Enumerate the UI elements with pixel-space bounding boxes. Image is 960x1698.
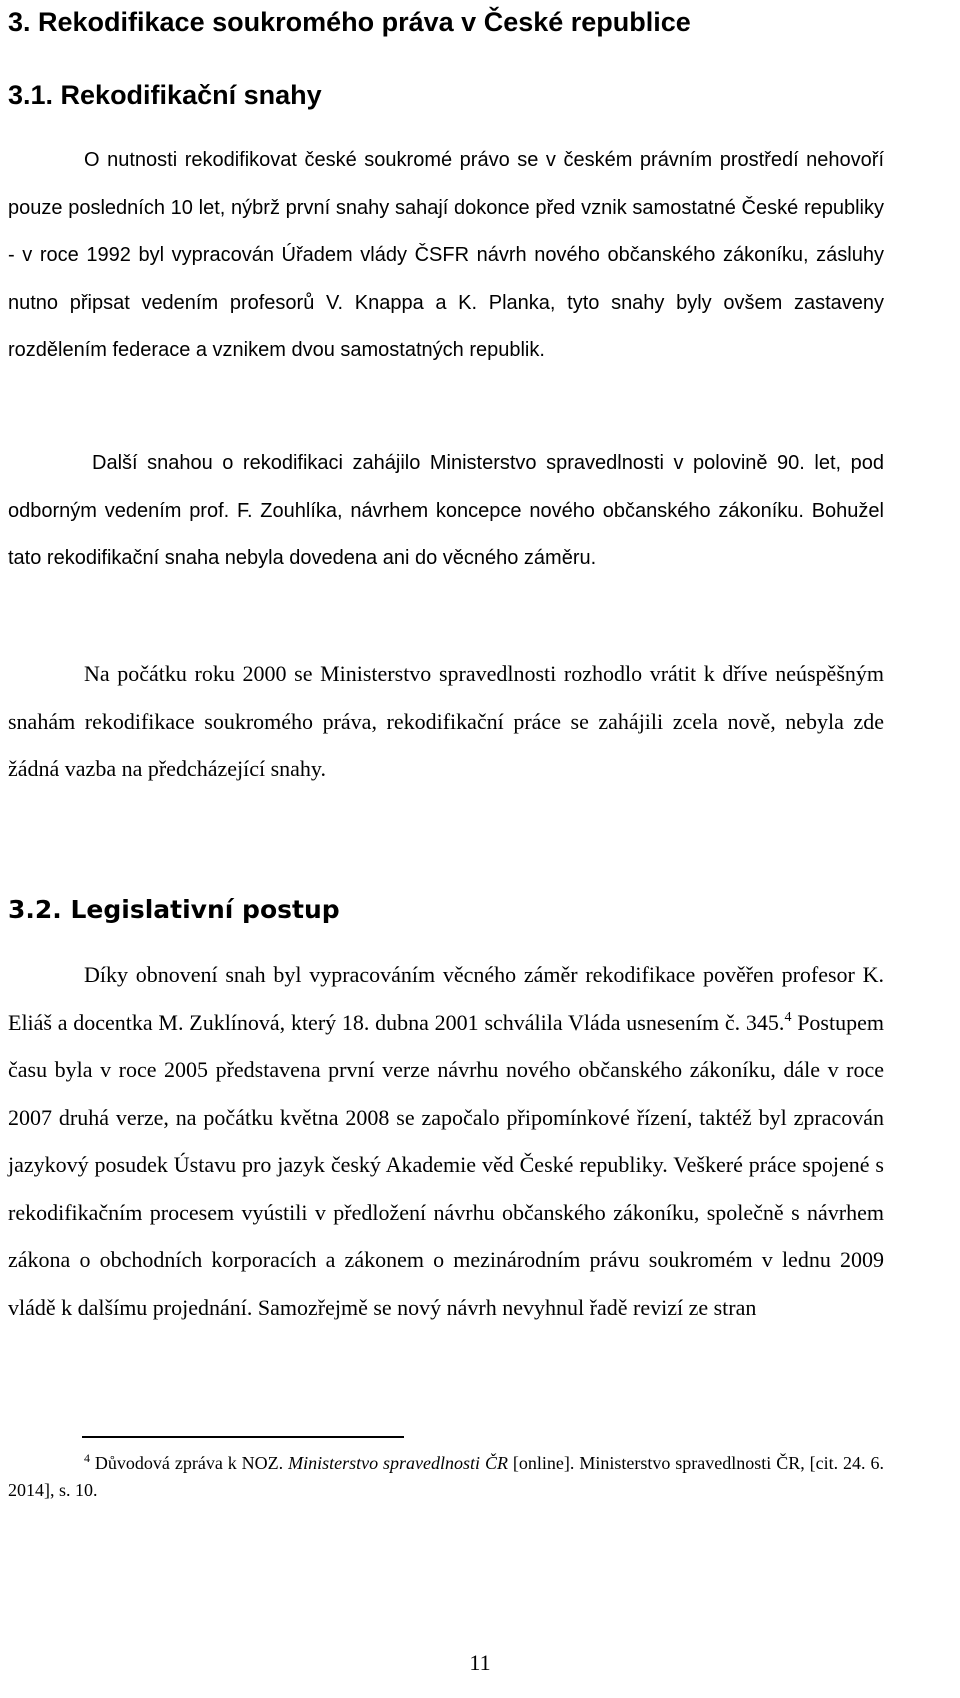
footnote-reference: 4	[784, 1009, 792, 1025]
paragraph-4-text-a: Díky obnovení snah byl vypracováním věcného záměr rekodifikace pověřen profesor K. Eliáš a docentka M. Zuklínová, který 18. dubna 2001 schválila Vláda usnesením č. 345.	[8, 962, 884, 1035]
footnote-text-b: [online]. Ministerstvo spravedlnosti ČR, [cit. 24. 6. 2014], s. 10.	[8, 1453, 884, 1500]
paragraph-4	[8, 951, 884, 1331]
paragraph-2: Další snahou o rekodifikaci zahájilo Ministerstvo spravedlnosti v polovině 90. let, pod odborným vedením prof. F. Zouhlíka, návrhem koncepce nového občanského zákoníku. Bohužel tato rekodifikační snaha nebyla dovedena ani do věcného záměru.	[8, 452, 884, 569]
paragraph-1: O nutnosti rekodifikovat české soukromé právo se v českém právním prostředí nehovoří pouze posledních 10 let, nýbrž první snahy sahají dokonce před vznik samostatné České republiky - v roce 1992 byl vypracován Úřadem vlády ČSFR návrh nového občanského zákoníku, zásluhy nutno připsat vedením profesorů V. Knappa a K. Planka, tyto snahy byly ovšem zastaveny rozdělením federace a vznikem dvou samostatných republik.	[8, 149, 884, 361]
section-heading-3-2: 3.2. Legislativní postup	[8, 895, 340, 924]
chapter-heading: 3. Rekodifikace soukromého práva v České republice	[8, 7, 691, 37]
footnote-number: 4	[84, 1451, 90, 1465]
footnote-text-a: Důvodová zpráva k NOZ.	[90, 1453, 289, 1473]
section-heading-3-1: 3.1. Rekodifikační snahy	[8, 80, 322, 110]
footnote-source-italic: Ministerstvo spravedlnosti ČR	[288, 1453, 508, 1473]
footnote-separator	[82, 1436, 404, 1438]
page-number: 11	[469, 1650, 491, 1675]
paragraph-4-text-b: Postupem času byla v roce 2005 představena první verze návrhu nového občanského zákoníku, dále v roce 2007 druhá verze, na počátku května 2008 se započalo připomínkové řízení, taktéž byl zpracován jazykový posudek Ústavu pro jazyk český Akademie věd České republiky. Veškeré práce spojené s rekodifikačním procesem vyústili v předložení návrhu občanského zákoníku, společně s návrhem zákona o obchodních korporacích a zákonem o mezinárodním právu soukromém v lednu 2009 vládě k dalšímu projednání. Samozřejmě se nový návrh nevyhnul řadě revizí ze stran	[8, 1009, 884, 1320]
footnote-4	[8, 1450, 884, 1504]
paragraph-3: Na počátku roku 2000 se Ministerstvo spravedlnosti rozhodlo vrátit k dříve neúspěšným snahám rekodifikace soukromého práva, rekodifikační práce se zahájili zcela nově, nebyla zde žádná vazba na předcházející snahy.	[8, 661, 884, 781]
